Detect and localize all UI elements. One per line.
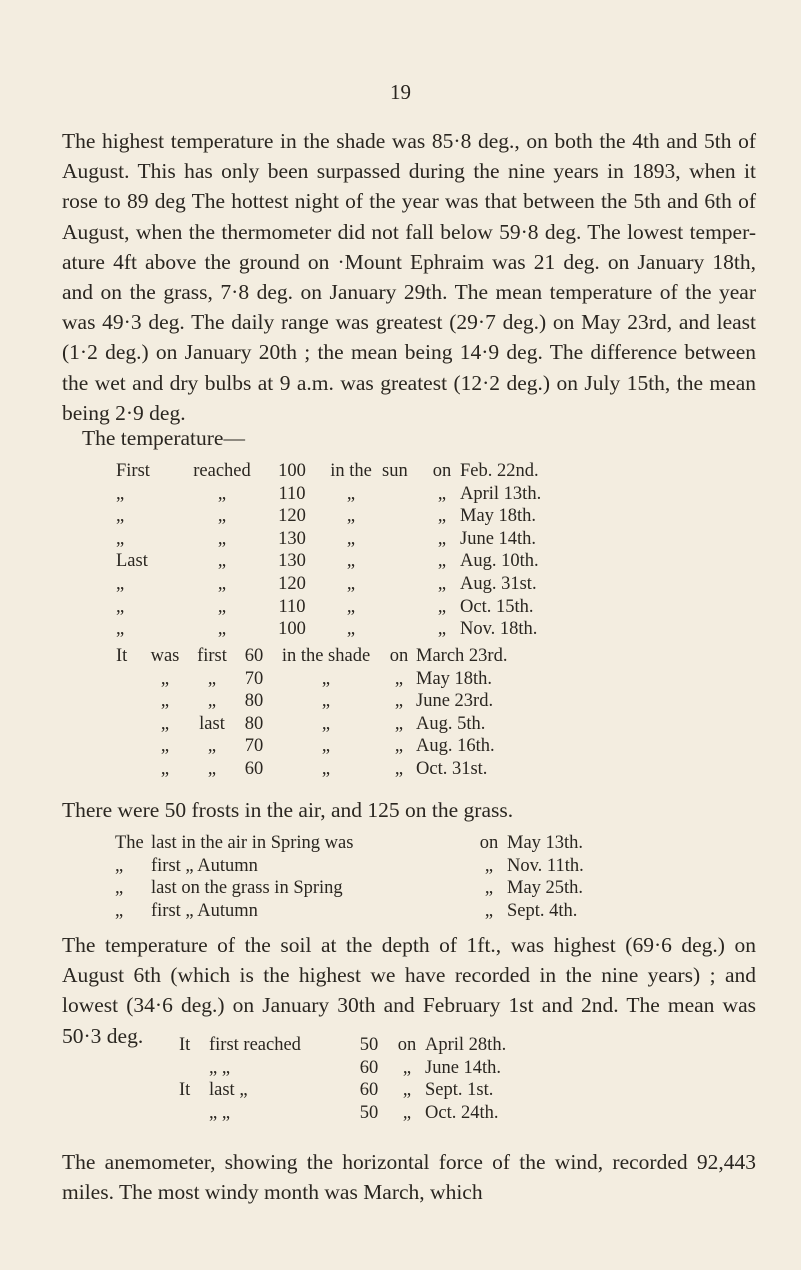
soil-row-cell-e: June 14th. xyxy=(425,1057,502,1078)
sun-row-cell-g: June 14th. xyxy=(460,528,537,549)
shade-row-cell-d: 60 xyxy=(244,646,264,666)
sun-row-cell-g: May 18th. xyxy=(460,506,537,527)
frost-row-cell-c: „ xyxy=(484,878,494,899)
sun-row-cell-f: „ xyxy=(437,483,447,504)
shade-row-cell-b: „ xyxy=(160,713,170,734)
soil-row-cell-e: Oct. 24th. xyxy=(425,1102,499,1123)
frost-row-cell-d: May 13th. xyxy=(507,833,584,853)
shade-temperature-table xyxy=(116,645,756,781)
soil-temperature-table xyxy=(179,1034,729,1124)
shade-row-cell-f: „ xyxy=(394,668,404,689)
shade-row xyxy=(116,668,756,691)
soil-row-cell-e: Sept. 1st. xyxy=(425,1080,494,1101)
shade-row-cell-a xyxy=(116,758,144,781)
shade-row-cell-f: „ xyxy=(394,736,404,757)
shade-row-cell-f: on xyxy=(389,646,409,666)
frost-row-cell-c: „ xyxy=(484,855,494,876)
sun-row-cell-d: „ xyxy=(346,619,356,640)
shade-row-cell-e: in the shade xyxy=(281,646,371,666)
sun-row-cell-f: „ xyxy=(437,619,447,640)
sun-row xyxy=(116,596,756,619)
sun-row-cell-c: 130 xyxy=(278,551,306,572)
sun-row-cell-a: „ xyxy=(116,483,125,504)
sun-row-cell-d: „ xyxy=(346,483,356,504)
shade-row-cell-c: last xyxy=(199,713,225,734)
shade-row-cell-g: Aug. 5th. xyxy=(416,713,486,734)
sun-row-cell-e: sun xyxy=(382,461,408,481)
shade-row-cell-a xyxy=(116,735,144,758)
soil-row-cell-b: „ „ xyxy=(209,1102,231,1123)
sun-row-cell-a: „ xyxy=(116,619,125,640)
sun-row-cell-d: „ xyxy=(346,596,356,617)
soil-row-cell-b: „ „ xyxy=(209,1057,231,1078)
sun-row-cell-g: Oct. 15th. xyxy=(460,596,534,617)
sun-row-cell-f: „ xyxy=(437,506,447,527)
sun-row-cell-f: „ xyxy=(437,528,447,549)
sun-row-cell-b: „ xyxy=(217,551,227,572)
sun-row-cell-a: „ xyxy=(116,506,125,527)
sun-row xyxy=(116,460,756,483)
shade-row-cell-a: It xyxy=(116,646,128,666)
sun-row xyxy=(116,550,756,573)
sun-row-cell-g: Aug. 31st. xyxy=(460,573,537,594)
sun-row-cell-f: „ xyxy=(437,551,447,572)
sun-row xyxy=(116,618,756,641)
sun-row-cell-b: „ xyxy=(217,528,227,549)
shade-row-cell-g: Oct. 31st. xyxy=(416,758,488,779)
shade-row-cell-g: June 23rd. xyxy=(416,691,494,712)
soil-row-cell-b: first reached xyxy=(209,1035,301,1055)
sun-row-cell-d: „ xyxy=(346,528,356,549)
sun-row-cell-g: April 13th. xyxy=(460,483,542,504)
shade-row-cell-d: 70 xyxy=(244,668,264,689)
sun-row-cell-c: 110 xyxy=(278,483,306,504)
sun-row-cell-e xyxy=(382,505,424,528)
sun-row-cell-b: „ xyxy=(217,573,227,594)
soil-row-cell-e: April 28th. xyxy=(425,1035,507,1055)
shade-row-cell-e: „ xyxy=(321,668,331,689)
sun-row-cell-c: 120 xyxy=(278,506,306,527)
frost-dates-table xyxy=(115,832,755,922)
shade-row-cell-a xyxy=(116,713,144,736)
soil-row xyxy=(179,1079,729,1102)
soil-row xyxy=(179,1034,729,1057)
shade-row xyxy=(116,713,756,736)
sun-row-cell-e xyxy=(382,483,424,506)
sun-row-cell-c: 130 xyxy=(278,528,306,549)
shade-row-cell-a xyxy=(116,668,144,691)
sun-row xyxy=(116,573,756,596)
shade-row-cell-f: „ xyxy=(394,691,404,712)
sun-row-cell-f: „ xyxy=(437,596,447,617)
soil-row-cell-c: 60 xyxy=(359,1057,379,1078)
soil-row-cell-c: 50 xyxy=(359,1035,379,1055)
frost-row-cell-d: Nov. 11th. xyxy=(507,855,584,876)
shade-row-cell-c: first xyxy=(197,646,227,666)
shade-row-cell-g: May 18th. xyxy=(416,668,493,689)
page-number: 19 xyxy=(390,80,411,104)
sun-row-cell-c: 100 xyxy=(278,619,306,640)
sun-row-cell-a: „ xyxy=(116,573,125,594)
sun-row-cell-f: on xyxy=(432,461,452,481)
shade-row-cell-g: March 23rd. xyxy=(416,646,508,666)
sun-row-cell-d: „ xyxy=(346,506,356,527)
sun-row-cell-b: reached xyxy=(193,461,251,481)
sun-row-cell-a: First xyxy=(116,461,150,481)
soil-row xyxy=(179,1102,729,1125)
shade-row xyxy=(116,690,756,713)
frost-row xyxy=(115,855,755,878)
shade-row xyxy=(116,735,756,758)
paragraph-soil-temperature: The temperature of the soil at the depth of 1ft., was highest (69·6 deg.) on August 6th (which is the highest we have recorded in the nine years) ; and lowest (34·6 deg.) on January 30th and February 1st and 2nd. The mean was 50·3 deg. xyxy=(62,933,756,1048)
sun-row-cell-c: 120 xyxy=(278,573,306,594)
frost-row-cell-a: „ xyxy=(115,855,124,876)
shade-row-cell-g: Aug. 16th. xyxy=(416,736,495,757)
shade-row-cell-c: „ xyxy=(207,668,217,689)
soil-row-cell-a: It xyxy=(179,1035,191,1055)
soil-row-cell-a xyxy=(179,1102,209,1125)
soil-row xyxy=(179,1057,729,1080)
shade-row-cell-e: „ xyxy=(321,713,331,734)
sun-temperature-table xyxy=(116,460,756,641)
sun-row-cell-e xyxy=(382,528,424,551)
soil-row-cell-d: on xyxy=(397,1035,417,1055)
frost-row-cell-b: last in the air in Spring was xyxy=(151,833,354,853)
sun-row-cell-e xyxy=(382,618,424,641)
sun-row-cell-c: 110 xyxy=(278,596,306,617)
soil-row-cell-d: „ xyxy=(402,1080,412,1101)
shade-row-cell-b: „ xyxy=(160,758,170,779)
heading-temperature: The temperature— xyxy=(82,426,245,450)
sun-row-cell-g: Aug. 10th. xyxy=(460,551,539,572)
paragraph-highest-temperature: The highest temperature in the shade was 85·8 deg., on both the 4th and 5th of August. This has only been surpassed during the nine years in 1893, when it rose to 89 deg The hottest night of the year was that between the 5th and 6th of August, when the thermometer did not fall below 59·8 deg. The lowest temper- ature 4ft above the ground on ·Mount Ephraim was 21 deg. on January 18th, and on the grass, 7·8 deg. on January 29th. The mean temperature of the year was 49·3 deg. The daily range was greatest (29·7 deg.) on May 23rd, and least (1·2 deg.) on January 20th ; the mean being 14·9 deg. The difference between the wet and dry bulbs at 9 a.m. was greatest (12·2 deg.) on July 15th, the mean being 2·9 deg. xyxy=(62,129,756,425)
sun-row-cell-d: „ xyxy=(346,551,356,572)
sun-row-cell-c: 100 xyxy=(278,461,306,481)
sun-row xyxy=(116,483,756,506)
frost-row-cell-a: The xyxy=(115,833,144,853)
frost-row-cell-b: first „ Autumn xyxy=(151,855,258,876)
paragraph-anemometer: The anemometer, showing the horizontal force of the wind, recorded 92,443 miles. The most windy month was March, which xyxy=(62,1150,756,1205)
frost-row-cell-d: May 25th. xyxy=(507,878,584,899)
shade-row-cell-e: „ xyxy=(321,736,331,757)
frost-row-cell-c: „ xyxy=(484,900,494,921)
shade-row-cell-b: „ xyxy=(160,668,170,689)
sun-row-cell-f: „ xyxy=(437,573,447,594)
shade-row-cell-e: „ xyxy=(321,691,331,712)
shade-row-cell-e: „ xyxy=(321,758,331,779)
frost-row-cell-b: last on the grass in Spring xyxy=(151,878,343,899)
shade-row-cell-c: „ xyxy=(207,758,217,779)
sun-row-cell-e xyxy=(382,550,424,573)
sun-row xyxy=(116,505,756,528)
sun-row-cell-b: „ xyxy=(217,506,227,527)
frost-row xyxy=(115,877,755,900)
sun-row xyxy=(116,528,756,551)
shade-row-cell-d: 80 xyxy=(244,691,264,712)
sun-row-cell-b: „ xyxy=(217,596,227,617)
sun-row-cell-b: „ xyxy=(217,619,227,640)
soil-row-cell-b: last „ xyxy=(209,1080,248,1101)
sun-row-cell-a: „ xyxy=(116,596,125,617)
shade-row-cell-f: „ xyxy=(394,758,404,779)
sun-row-cell-g: Nov. 18th. xyxy=(460,619,538,640)
frost-row xyxy=(115,900,755,923)
shade-row-cell-c: „ xyxy=(207,691,217,712)
soil-row-cell-c: 50 xyxy=(359,1102,379,1123)
shade-row-cell-d: 80 xyxy=(244,713,264,734)
sun-row-cell-e xyxy=(382,596,424,619)
frost-row-cell-b: first „ Autumn xyxy=(151,900,258,921)
frost-row-cell-a: „ xyxy=(115,878,124,899)
shade-row-cell-f: „ xyxy=(394,713,404,734)
sun-row-cell-g: Feb. 22nd. xyxy=(460,461,539,481)
soil-row-cell-c: 60 xyxy=(359,1080,379,1101)
sun-row-cell-a: „ xyxy=(116,528,125,549)
frost-row xyxy=(115,832,755,855)
soil-row-cell-d: „ xyxy=(402,1057,412,1078)
sun-row-cell-d: „ xyxy=(346,573,356,594)
sun-row-cell-e xyxy=(382,573,424,596)
soil-row-cell-a: It xyxy=(179,1080,191,1101)
shade-row-cell-d: 60 xyxy=(244,758,264,779)
shade-row-cell-d: 70 xyxy=(244,736,264,757)
shade-row-cell-b: „ xyxy=(160,736,170,757)
sun-row-cell-a: Last xyxy=(116,551,148,572)
shade-row-cell-c: „ xyxy=(207,736,217,757)
frost-row-cell-d: Sept. 4th. xyxy=(507,900,578,921)
frost-row-cell-c: on xyxy=(479,833,499,853)
soil-row-cell-d: „ xyxy=(402,1102,412,1123)
shade-row xyxy=(116,758,756,781)
sun-row-cell-d: in the xyxy=(330,461,372,481)
shade-row-cell-a xyxy=(116,690,144,713)
sun-row-cell-b: „ xyxy=(217,483,227,504)
shade-row-cell-b: was xyxy=(150,646,180,666)
paragraph-frosts: There were 50 frosts in the air, and 125 on the grass. xyxy=(62,798,514,822)
shade-row xyxy=(116,645,756,668)
soil-row-cell-a xyxy=(179,1057,209,1080)
frost-row-cell-a: „ xyxy=(115,900,124,921)
shade-row-cell-b: „ xyxy=(160,691,170,712)
